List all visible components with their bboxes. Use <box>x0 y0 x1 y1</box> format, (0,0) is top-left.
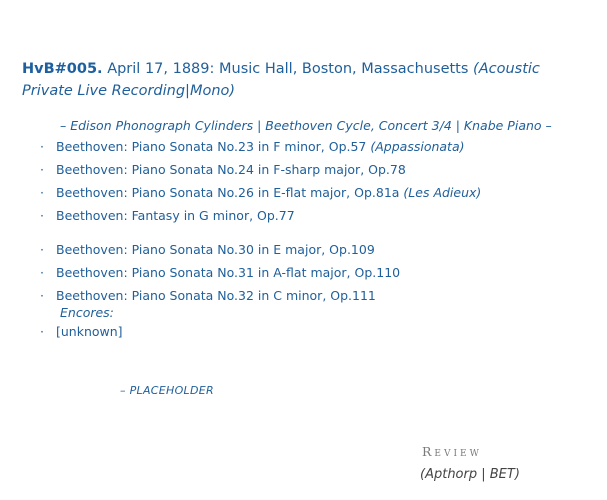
program-item <box>40 238 580 261</box>
recording-entry-header <box>22 58 562 102</box>
catalog-id: HvB#005. <box>22 61 103 77</box>
bullet-icon: · <box>40 208 44 223</box>
bullet-icon: · <box>40 265 44 280</box>
program-item-title: Beethoven: Piano Sonata No.31 in A-flat major, Op.110 <box>56 265 401 280</box>
program-item-title: Beethoven: Piano Sonata No.30 in E major, Op.109 <box>56 242 375 257</box>
program-item <box>40 158 580 181</box>
program-item <box>40 261 580 284</box>
review-attribution: (Apthorp | BET) <box>420 467 520 482</box>
encores-label: Encores: <box>60 305 114 320</box>
encore-item <box>40 320 340 343</box>
concert-description: April 17, 1889: Music Hall, Boston, Massachusetts <box>107 61 469 77</box>
bullet-icon: · <box>40 324 44 339</box>
recording-note: (Acoustic Private Live Recording|Mono) <box>22 61 540 99</box>
bullet-icon: · <box>40 242 44 257</box>
bullet-icon: · <box>40 139 44 154</box>
program-item-title: Beethoven: Piano Sonata No.24 in F-sharp major, Op.78 <box>56 162 406 177</box>
program-item-title: Beethoven: Piano Sonata No.23 in F minor, Op.57 <box>56 139 367 154</box>
program-item-note: (Les Adieux) <box>403 185 482 200</box>
bullet-icon: · <box>40 162 44 177</box>
program-item-title: Beethoven: Piano Sonata No.26 in E-flat major, Op.81a <box>56 185 400 200</box>
program-item-title: Beethoven: Piano Sonata No.32 in C minor, Op.111 <box>56 288 376 303</box>
review-heading: Review <box>422 444 482 459</box>
concert-subheader: – Edison Phonograph Cylinders | Beethoven Cycle, Concert 3/4 | Knabe Piano – <box>60 118 552 133</box>
program-item-note: (Appassionata) <box>370 139 465 154</box>
program-item <box>40 135 580 158</box>
bullet-icon: · <box>40 288 44 303</box>
program-group-spacer <box>40 227 580 238</box>
program-list <box>40 135 580 307</box>
program-item <box>40 284 580 307</box>
program-item <box>40 204 580 227</box>
bullet-icon: · <box>40 185 44 200</box>
placeholder-note: – PLACEHOLDER <box>120 384 214 397</box>
program-item-title: Beethoven: Fantasy in G minor, Op.77 <box>56 208 295 223</box>
encore-item-title: [unknown] <box>56 324 123 339</box>
program-item <box>40 181 580 204</box>
